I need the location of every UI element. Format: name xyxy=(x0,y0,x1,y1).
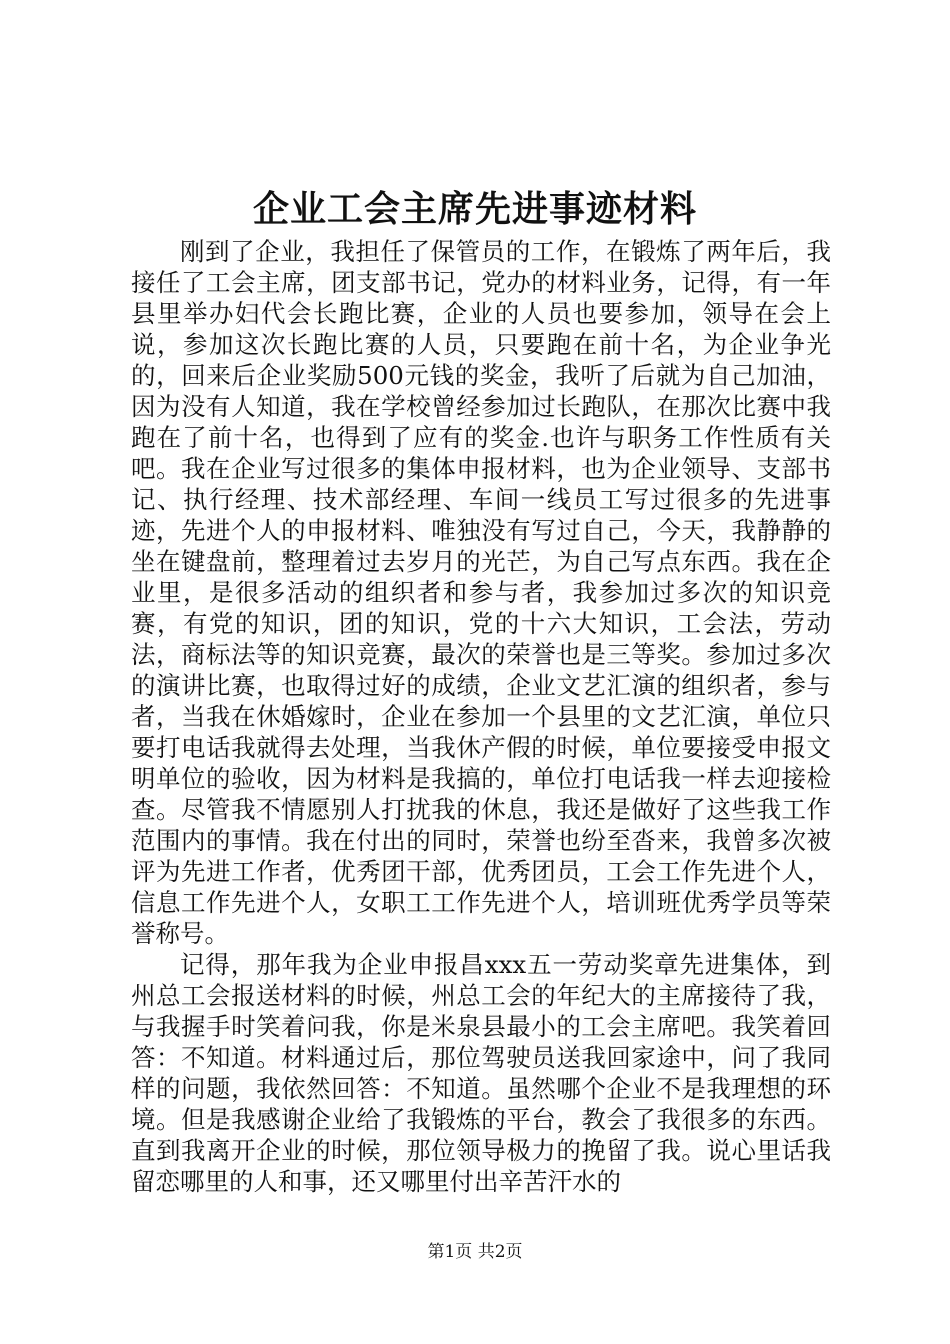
document-title: 企业工会主席先进事迹材料 xyxy=(252,188,697,230)
paragraph-2: 记得，那年我为企业申报昌xxx五一劳动奖章先进集体，到州总工会报送材料的时候，州总工会的年纪大的主席接待了我，与我握手时笑着问我，你是米泉县最小的工会主席吧。我笑着回答：不知道。材料通过后，那位驾驶员送我回家途中，问了我同样的问题，我依然回答：不知道。虽然哪个企业不是我理想的环境。但是我感谢企业给了我锻炼的平台，教会了我很多的东西。直到我离开企业的时候，那位领导极力的挽留了我。说心里话我留恋哪里的人和事，还又哪里付出辛苦汗水的 xyxy=(131,950,831,1196)
document-body xyxy=(131,236,831,1197)
paragraph-1: 刚到了企业，我担任了保管员的工作，在锻炼了两年后，我接任了工会主席，团支部书记，党办的材料业务，记得，有一年县里举办妇代会长跑比赛，企业的人员也要参加，领导在会上说，参加这次长跑比赛的人员，只要跑在前十名，为企业争光的，回来后企业奖励500元钱的奖金，我听了后就为自己加油，因为没有人知道，我在学校曾经参加过长跑队，在那次比赛中我跑在了前十名，也得到了应有的奖金.也许与职务工作性质有关吧。我在企业写过很多的集体申报材料，也为企业领导、支部书记、执行经理、技术部经理、车间一线员工写过很多的先进事迹，先进个人的申报材料、唯独没有写过自己，今天，我静静的坐在键盘前，整理着过去岁月的光芒，为自己写点东西。我在企业里，是很多活动的组织者和参与者，我参加过多次的知识竞赛，有党的知识，团的知识，党的十六大知识，工会法，劳动法，商标法等的知识竞赛，最次的荣誉也是三等奖。参加过多次的演讲比赛，也取得过好的成绩，企业文艺汇演的组织者，参与者，当我在休婚嫁时，企业在参加一个县里的文艺汇演，单位只要打电话我就得去处理，当我休产假的时候，单位要接受申报文明单位的验收，因为材料是我搞的，单位打电话我一样去迎接检查。尽管我不情愿别人打扰我的休息，我还是做好了这些我工作范围内的事情。我在付出的同时，荣誉也纷至沓来，我曾多次被评为先进工作者，优秀团干部，优秀团员，工会工作先进个人，信息工作先进个人，女职工工作先进个人，培训班优秀学员等荣誉称号。 xyxy=(131,237,831,948)
page-number: 第1页 共2页 xyxy=(427,1242,523,1262)
